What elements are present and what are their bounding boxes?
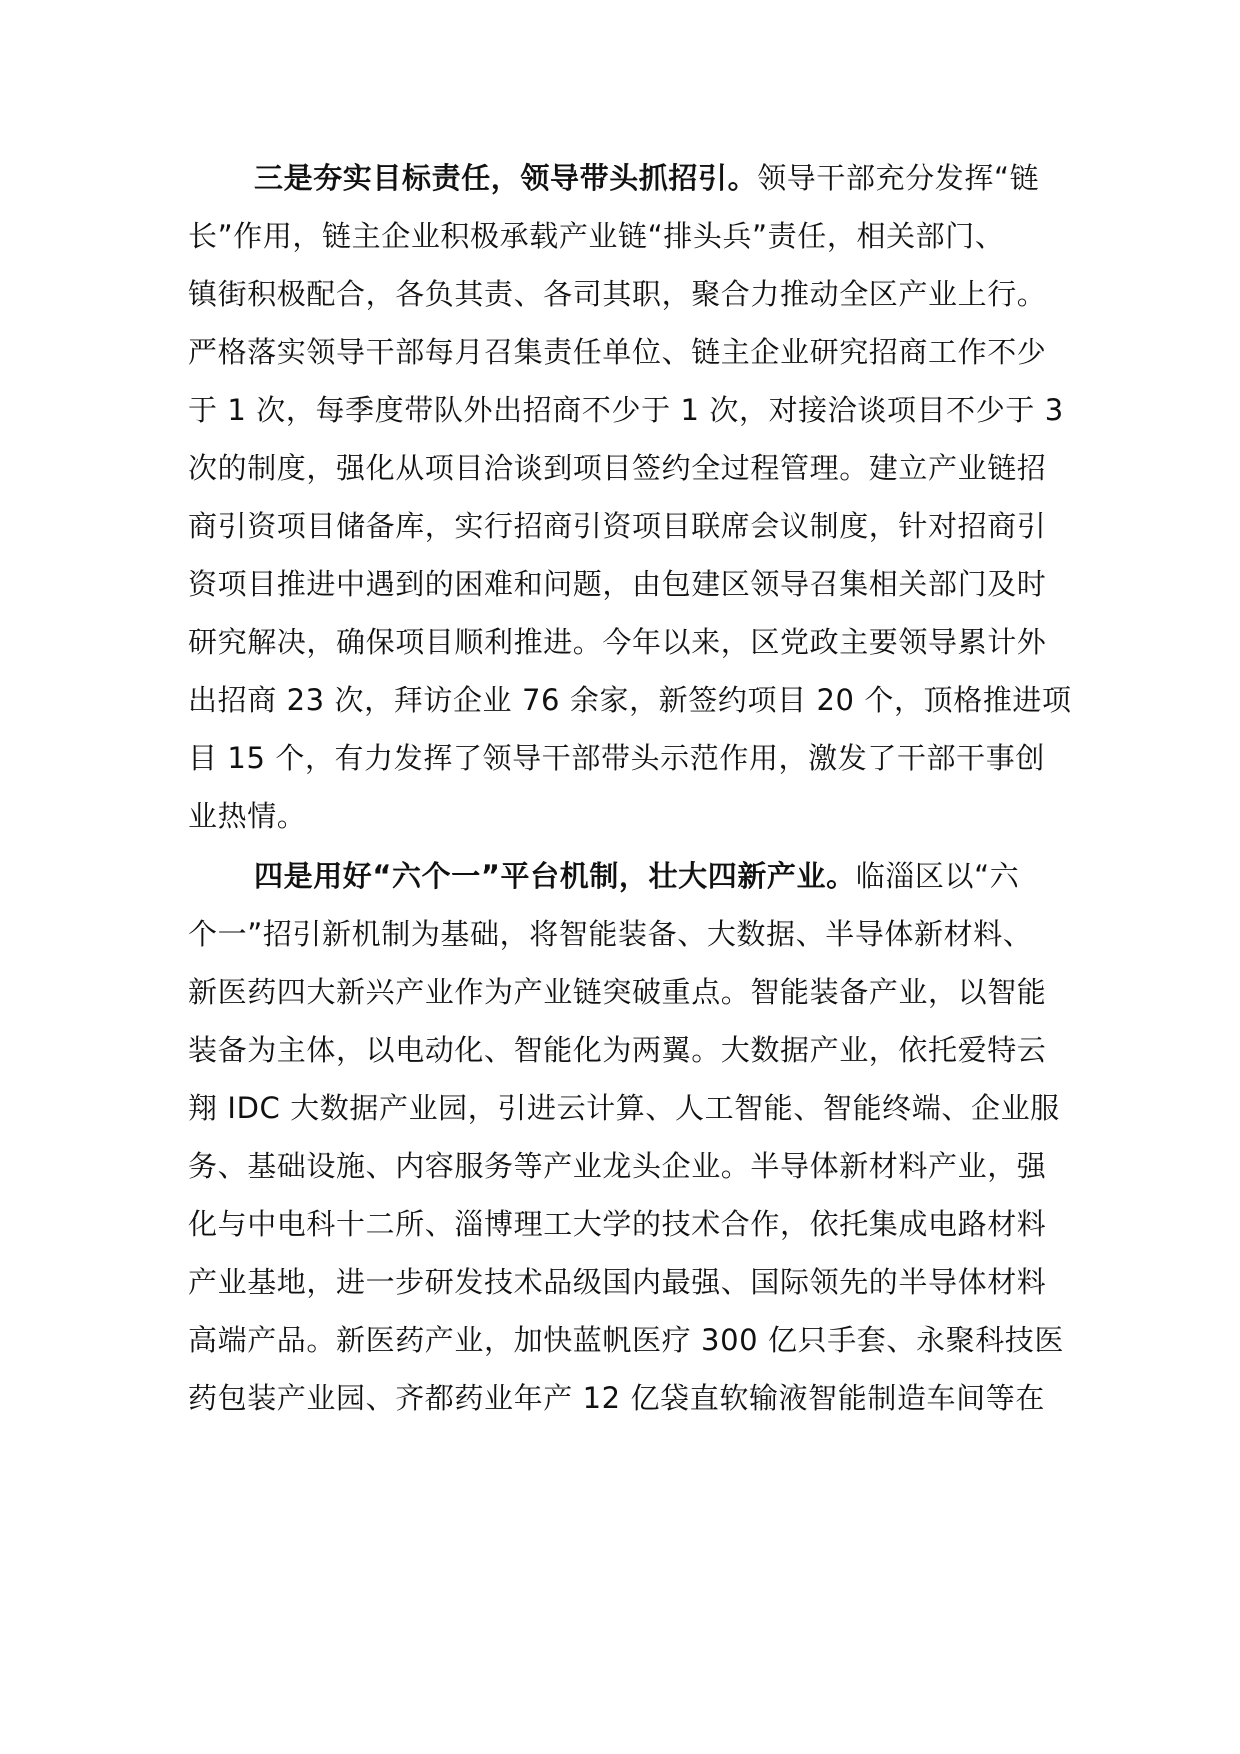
- paragraph-2-line-8: 产业基地，进一步研发技术品级国内最强、国际领先的半导体材料: [188, 1265, 1047, 1299]
- paragraph-1-line-12: 业热情。: [188, 799, 307, 833]
- paragraph-1-text: 领导干部充分发挥“链: [757, 161, 1040, 195]
- paragraph-2-text: 临淄区以“六: [855, 859, 1020, 893]
- paragraph-2-line-2: 个一”招引新机制为基础，将智能装备、大数据、半导体新材料、: [188, 917, 1033, 951]
- paragraph-2-line-9: 高端产品。新医药产业，加快蓝帆医疗 300 亿只手套、永聚科技医: [188, 1323, 1064, 1357]
- paragraph-1-line-11: 目 15 个，有力发挥了领导干部带头示范作用，激发了干部干事创: [188, 741, 1045, 775]
- paragraph-1-line-4: 严格落实领导干部每月召集责任单位、链主企业研究招商工作不少: [188, 335, 1047, 369]
- paragraph-2-line-7: 化与中电科十二所、淄博理工大学的技术合作，依托集成电路材料: [188, 1207, 1047, 1241]
- paragraph-2-heading: 四是用好“六个一”平台机制，壮大四新产业。: [254, 859, 856, 893]
- paragraph-2-line-4: 装备为主体，以电动化、智能化为两翼。大数据产业，依托爱特云: [188, 1033, 1047, 1067]
- paragraph-1-heading: 三是夯实目标责任，领导带头抓招引。: [254, 161, 758, 195]
- paragraph-1-line-6: 次的制度，强化从项目洽谈到项目签约全过程管理。建立产业链招: [188, 451, 1047, 485]
- paragraph-1-line-3: 镇街积极配合，各负其责、各司其职，聚合力推动全区产业上行。: [188, 277, 1047, 311]
- paragraph-2-line-10: 药包装产业园、齐都药业年产 12 亿袋直软输液智能制造车间等在: [188, 1381, 1045, 1415]
- paragraph-2-line-1: [254, 856, 1019, 896]
- paragraph-2-line-3: 新医药四大新兴产业作为产业链突破重点。智能装备产业，以智能: [188, 975, 1047, 1009]
- paragraph-1-line-1: [254, 158, 1039, 198]
- paragraph-1-line-7: 商引资项目储备库，实行招商引资项目联席会议制度，针对招商引: [188, 509, 1047, 543]
- paragraph-1-line-9: 研究解决，确保项目顺利推进。今年以来，区党政主要领导累计外: [188, 625, 1047, 659]
- paragraph-1-line-8: 资项目推进中遇到的困难和问题，由包建区领导召集相关部门及时: [188, 567, 1047, 601]
- paragraph-1-line-10: 出招商 23 次，拜访企业 76 余家，新签约项目 20 个，顶格推进项: [188, 683, 1072, 717]
- paragraph-1-line-5: 于 1 次，每季度带队外出招商不少于 1 次，对接洽谈项目不少于 3: [188, 393, 1064, 427]
- paragraph-1-line-2: 长”作用，链主企业积极承载产业链“排头兵”责任，相关部门、: [188, 219, 1005, 253]
- paragraph-2-line-6: 务、基础设施、内容服务等产业龙头企业。半导体新材料产业，强: [188, 1149, 1047, 1183]
- paragraph-2-line-5: 翔 IDC 大数据产业园，引进云计算、人工智能、智能终端、企业服: [188, 1091, 1060, 1125]
